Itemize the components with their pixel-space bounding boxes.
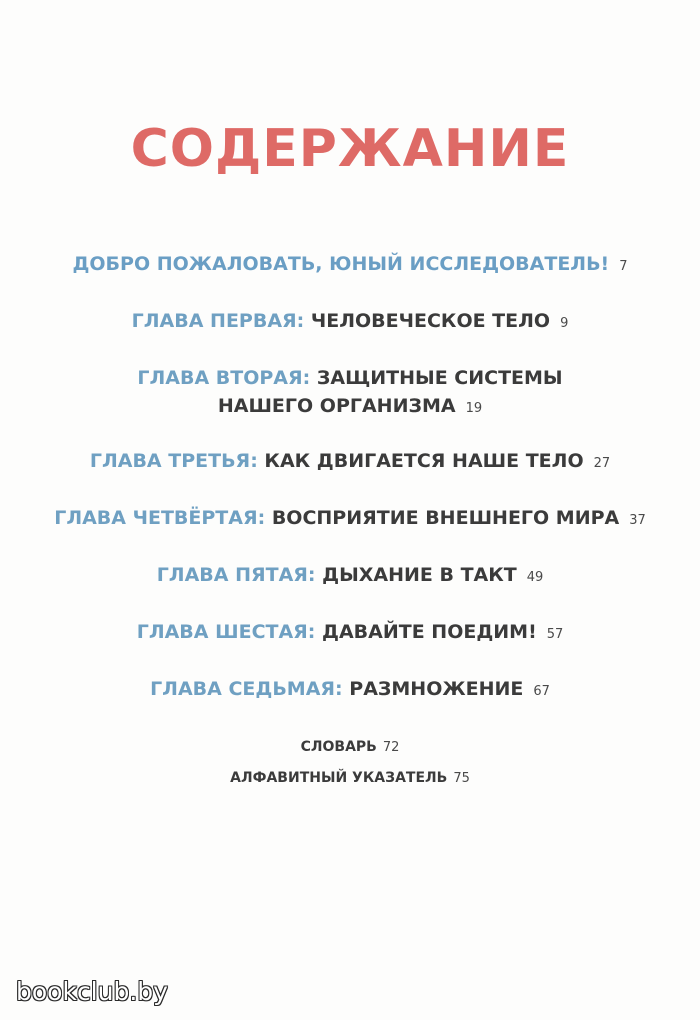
page-number: 72: [382, 740, 400, 755]
toc-entry-chapter-6: [0, 618, 700, 649]
page-number: 67: [533, 684, 550, 699]
toc-entry-chapter-4: [0, 504, 700, 535]
chapter-title: ЗАЩИТНЫЕ СИСТЕМЫ: [316, 367, 563, 389]
toc-entry-chapter-2: [0, 364, 700, 423]
chapter-label: ГЛАВА ВТОРАЯ:: [137, 367, 311, 389]
chapter-title: ВОСПРИЯТИЕ ВНЕШНЕГО МИРА: [271, 507, 620, 529]
back-matter-list: [0, 736, 700, 798]
chapter-label: ГЛАВА ПЕРВАЯ:: [131, 310, 305, 332]
page-title: СОДЕРЖАНИЕ: [130, 119, 570, 179]
chapter-title: ДАВАЙТЕ ПОЕДИМ!: [322, 621, 537, 643]
table-of-contents: [0, 250, 700, 732]
page-number: 57: [546, 627, 564, 642]
chapter-title-line-2: НАШЕГО ОРГАНИЗМА: [217, 395, 456, 417]
toc-entry-index: [0, 767, 700, 790]
back-matter-title: АЛФАВИТНЫЙ УКАЗАТЕЛЬ: [230, 770, 448, 786]
chapter-title: КАК ДВИГАЕТСЯ НАШЕ ТЕЛО: [264, 450, 584, 472]
page-number: 37: [629, 513, 646, 528]
page-number: 27: [593, 456, 611, 471]
toc-entry-chapter-5: [0, 561, 700, 592]
toc-entry-glossary: [0, 736, 700, 759]
toc-entry-chapter-7: [0, 675, 700, 706]
toc-entry-intro: [0, 250, 700, 281]
chapter-title: ЧЕЛОВЕЧЕСКОЕ ТЕЛО: [310, 310, 551, 332]
page-number: 9: [560, 316, 569, 331]
page-number: 49: [526, 570, 544, 585]
chapter-label: ГЛАВА ПЯТАЯ:: [156, 564, 316, 586]
chapter-title: РАЗМНОЖЕНИЕ: [349, 678, 524, 700]
toc-entry-chapter-1: [0, 307, 700, 338]
chapter-label: ГЛАВА СЕДЬМАЯ:: [150, 678, 343, 700]
chapter-label: ГЛАВА ЧЕТВЁРТАЯ:: [54, 507, 266, 529]
page-number: 19: [465, 401, 483, 416]
toc-entry-chapter-3: [0, 447, 700, 478]
chapter-label: ГЛАВА ТРЕТЬЯ:: [89, 450, 258, 472]
back-matter-title: СЛОВАРЬ: [300, 739, 377, 755]
watermark: bookclub.by: [16, 977, 168, 1006]
chapter-label: ГЛАВА ШЕСТАЯ:: [136, 621, 316, 643]
page-number: 7: [619, 259, 628, 274]
intro-title: ДОБРО ПОЖАЛОВАТЬ, ЮНЫЙ ИССЛЕДОВАТЕЛЬ!: [72, 253, 610, 275]
page-number: 75: [453, 771, 470, 786]
chapter-title: ДЫХАНИЕ В ТАКТ: [322, 564, 517, 586]
